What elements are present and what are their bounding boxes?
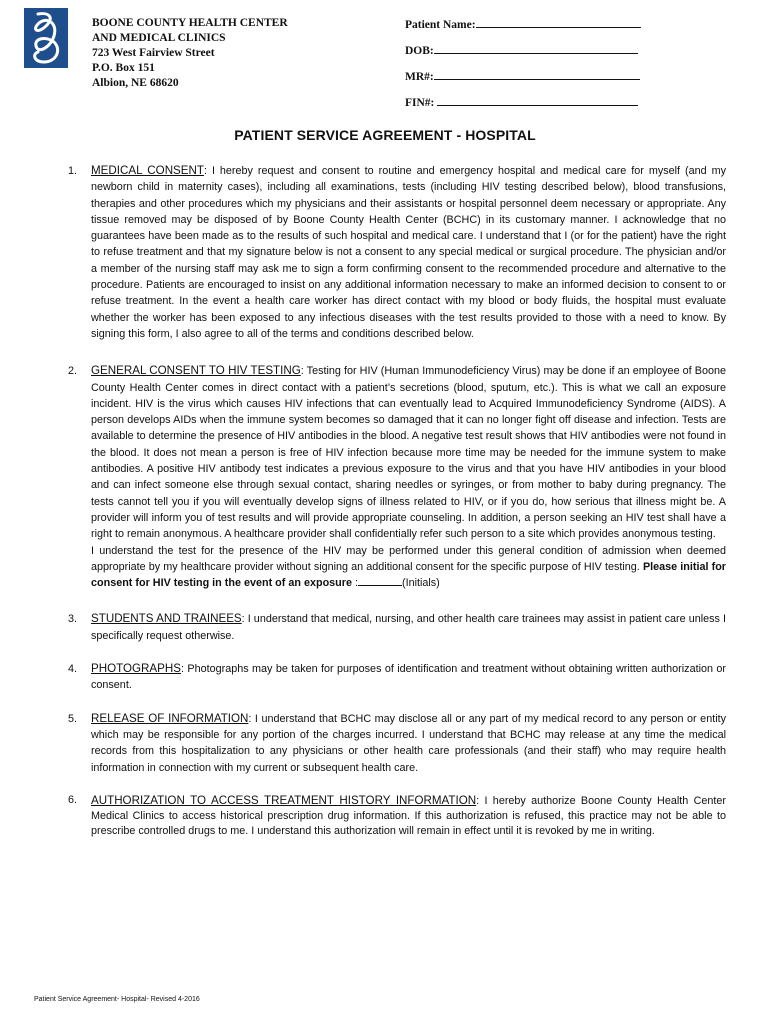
patient-name-label: Patient Name:	[405, 19, 476, 31]
section-paragraph	[91, 363, 726, 542]
org-city-state-zip: Albion, NE 68620	[92, 77, 179, 89]
boone-county-logo-icon	[24, 8, 68, 68]
fin-row	[405, 94, 641, 109]
section-number: 4.	[68, 663, 78, 676]
section-text: : I hereby request and consent to routine and emergency hospital and medical care for myself (and my newborn child in maternity cases), including all examinations, tests (including HIV testing described below), blood transfusions, therapies and other procedures which my physicians and their assistants or hospital personnel deem necessary or appropriate. Any tissue removed may be disposed of by Boone County Health Center (BCHC) in its customary manner. I acknowledge that no guarantees have been made as to the results of such hospital and medical care. I understand that I (or for the patient) have the right to refuse treatment and that my signature below is not a consent to any special medical or surgical procedure. The physician and/or a member of the nursing staff may ask me to sign a form confirming consent to the recommended procedure and alternative to the procedure. Patients are encouraged to insist on any additional information necessary to make an informed decision to consent to or refuse treatment. In the event a health care worker has direct contact with my blood or body fluids, the hospital must evaluate whether the worker has been exposed to any infectious diseases with the test results provided to those with a need to know. By signing this form, I also agree to all of the terms and conditions described below.	[91, 165, 726, 340]
section-number: 1.	[68, 165, 78, 177]
section-text-2: I understand the test for the presence of the HIV may be performed under this general condition of admission when deemed appropriate by my healthcare provider without signing an additional consent for the specific purpose of HIV testing.	[91, 544, 726, 573]
fin-field[interactable]	[437, 94, 638, 106]
section-number: 5.	[68, 712, 78, 725]
section-text: : Testing for HIV (Human Immunodeficiency Virus) may be done if an employee of Boone County Health Center comes in direct contact with a patient’s secretions (blood, sputum, etc.). This is what we call an exposure incident. HIV is the virus which causes HIV infections that can eventually lead to Acquired Immunodeficiency Syndrome (AIDS). A person develops AIDs when the immune system becomes so damaged that it can no longer fight off disease and infection. Tests are available to determine the presence of HIV antibodies in the blood. A negative test result shows that HIV antibodies were not found in the blood. It does not mean a person is free of HIV infection because more time may be needed for the immune system to make antibodies. A positive HIV antibody test indicates a previous exposure to the virus and that you have HIV antibodies in your blood and can infect someone else through sexual contact, sharing needles or syringes, or from mother to baby during pregnancy. The tests cannot tell you if you will eventually develop signs of illness related to HIV, or if you do, how serious that illness might be. A provider will inform you of test results and will provide appropriate counseling. In addition, a person seeking an HIV test shall have a right to remain anonymous. A healthcare provider shall confidentially refer such person to a site which provides anonymous testing.	[91, 365, 726, 541]
fin-label: FIN#:	[405, 97, 435, 109]
section-heading: RELEASE OF INFORMATION	[91, 711, 249, 725]
org-name-line-2: AND MEDICAL CLINICS	[92, 32, 226, 44]
hiv-initial-instruction: Please initial for consent for HIV testing in the event of an exposure	[91, 560, 726, 590]
patient-info-block	[405, 16, 641, 109]
section-text: : I understand that BCHC may disclose all or any part of my medical record to any person or entity which may be responsible for any portion of the charges incurred. I understand that BCHC may release at any time the medical records from this hospitalization to any physicians or other health care professionals (and their staff) who may require health information in connection with my current or subsequent health care.	[91, 712, 726, 774]
section-text: : Photographs may be taken for purposes of identification and treatment without obtaining written authorization or consent.	[91, 663, 726, 692]
section-hiv-testing	[64, 363, 726, 591]
org-po-box: P.O. Box 151	[92, 62, 155, 74]
dob-field[interactable]	[434, 42, 638, 54]
org-name-line-1: BOONE COUNTY HEALTH CENTER	[92, 17, 288, 29]
patient-name-row	[405, 16, 641, 31]
section-medical-consent	[64, 163, 726, 342]
organization-address	[92, 16, 288, 91]
section-release-information	[64, 711, 726, 776]
section-number: 3.	[68, 613, 78, 626]
initials-label: (Initials)	[401, 577, 440, 590]
org-street: 723 West Fairview Street	[92, 47, 215, 59]
hiv-initials-field[interactable]	[358, 575, 402, 586]
section-text: : I hereby authorize Boone County Health Center Medical Clinics to access historical prescription drug information. If this authorization is refused, this practice may not be able to prescribe controlled drugs to me. I understand this authorization will remain in effect until it is revoked by me in writing.	[91, 794, 726, 837]
section-number: 6.	[68, 793, 78, 806]
dob-row	[405, 42, 641, 57]
patient-name-field[interactable]	[476, 16, 641, 28]
section-paragraph-2: I understand the test for the presence of the HIV may be performed under this general condition of admission when deemed appropriate by my healthcare provider without signing an additional consent for the specific purpose of HIV testing. Please initial for consent for HIV testing in the event of an exposure : (Initials)	[91, 544, 726, 590]
page-footer: Patient Service Agreement- Hospital- Revised 4-2016	[34, 996, 200, 1003]
section-treatment-history	[64, 793, 726, 839]
section-heading: STUDENTS AND TRAINEES	[91, 612, 242, 626]
mr-field[interactable]	[434, 68, 640, 80]
section-photographs	[64, 661, 726, 694]
section-heading: GENERAL CONSENT TO HIV TESTING	[91, 364, 301, 378]
section-heading: MEDICAL CONSENT	[91, 164, 204, 177]
section-heading: PHOTOGRAPHS	[91, 662, 181, 676]
mr-row	[405, 68, 641, 83]
section-number: 2.	[68, 365, 78, 378]
mr-label: MR#:	[405, 71, 434, 83]
section-text: : I understand that medical, nursing, and other health care trainees may assist in patient care unless I specifically request otherwise.	[91, 613, 726, 642]
dob-label: DOB:	[405, 45, 434, 57]
agreement-sections	[64, 163, 726, 839]
page-title: PATIENT SERVICE AGREEMENT - HOSPITAL	[234, 127, 536, 143]
section-heading: AUTHORIZATION TO ACCESS TREATMENT HISTORY INFORMATION	[91, 793, 477, 807]
section-students-trainees	[64, 611, 726, 644]
